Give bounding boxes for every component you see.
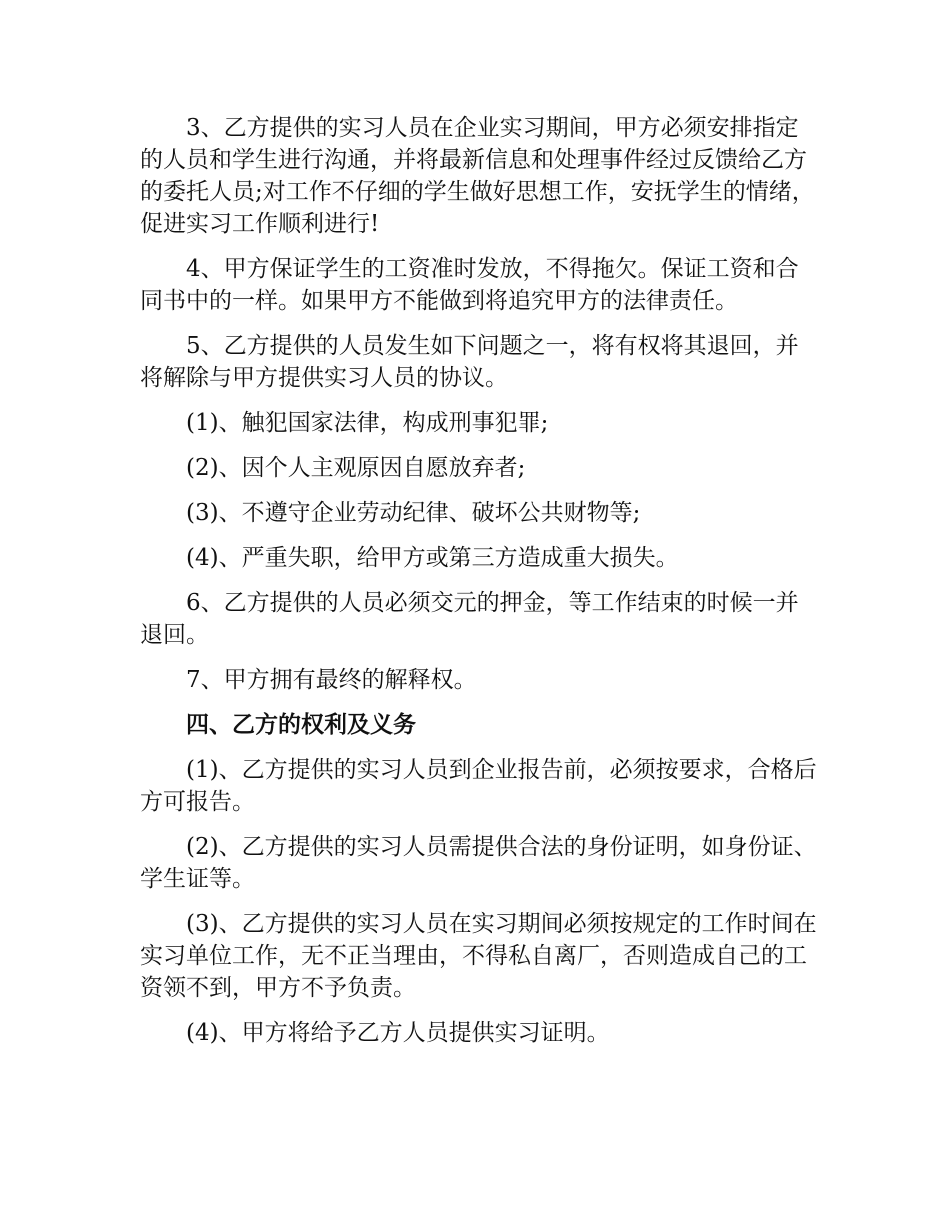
list-item-2: (2)、因个人主观原因自愿放弃者; [186,455,526,481]
paragraph-clause-7: 7、甲方拥有最终的解释权。 [186,667,477,693]
paragraph-clause-3: 3、乙方提供的实习人员在企业实习期间，甲方必须安排指定的人员和学生进行沟通，并将最新信息和处理事件经过反馈给乙方的委托人员;对工作不仔细的学生做好思想工作，安抚学生的情绪，促进实习工作顺利进行! [140,115,815,237]
paragraph-clause-5: 5、乙方提供的人员发生如下问题之一，将有权将其退回，并将解除与甲方提供实习人员的协议。 [140,333,799,391]
paragraph-clause-4: 4、甲方保证学生的工资准时发放，不得拖欠。保证工资和合同书中的一样。如果甲方不能做到将追究甲方的法律责任。 [140,256,799,314]
list-item-3: (3)、不遵守企业劳动纪律、破坏公共财物等; [186,500,641,526]
section-item-3: (3)、乙方提供的实习人员在实习期间必须按规定的工作时间在实习单位工作，无不正当理由，不得私自离厂，否则造成自己的工资领不到，甲方不予负责。 [140,911,817,1001]
section-item-2: (2)、乙方提供的实习人员需提供合法的身份证明，如身份证、学生证等。 [140,834,817,892]
section-item-1: (1)、乙方提供的实习人员到企业报告前，必须按要求，合格后方可报告。 [140,757,817,815]
list-item-1: (1)、触犯国家法律，构成刑事犯罪; [186,410,549,436]
section-item-4: (4)、甲方将给予乙方人员提供实习证明。 [186,1020,610,1046]
section-heading: 四、乙方的权利及义务 [186,711,416,738]
list-item-4: (4)、严重失职，给甲方或第三方造成重大损失。 [186,545,679,571]
paragraph-clause-6: 6、乙方提供的人员必须交元的押金，等工作结束的时候一并退回。 [140,590,799,648]
document-body [140,112,820,1062]
